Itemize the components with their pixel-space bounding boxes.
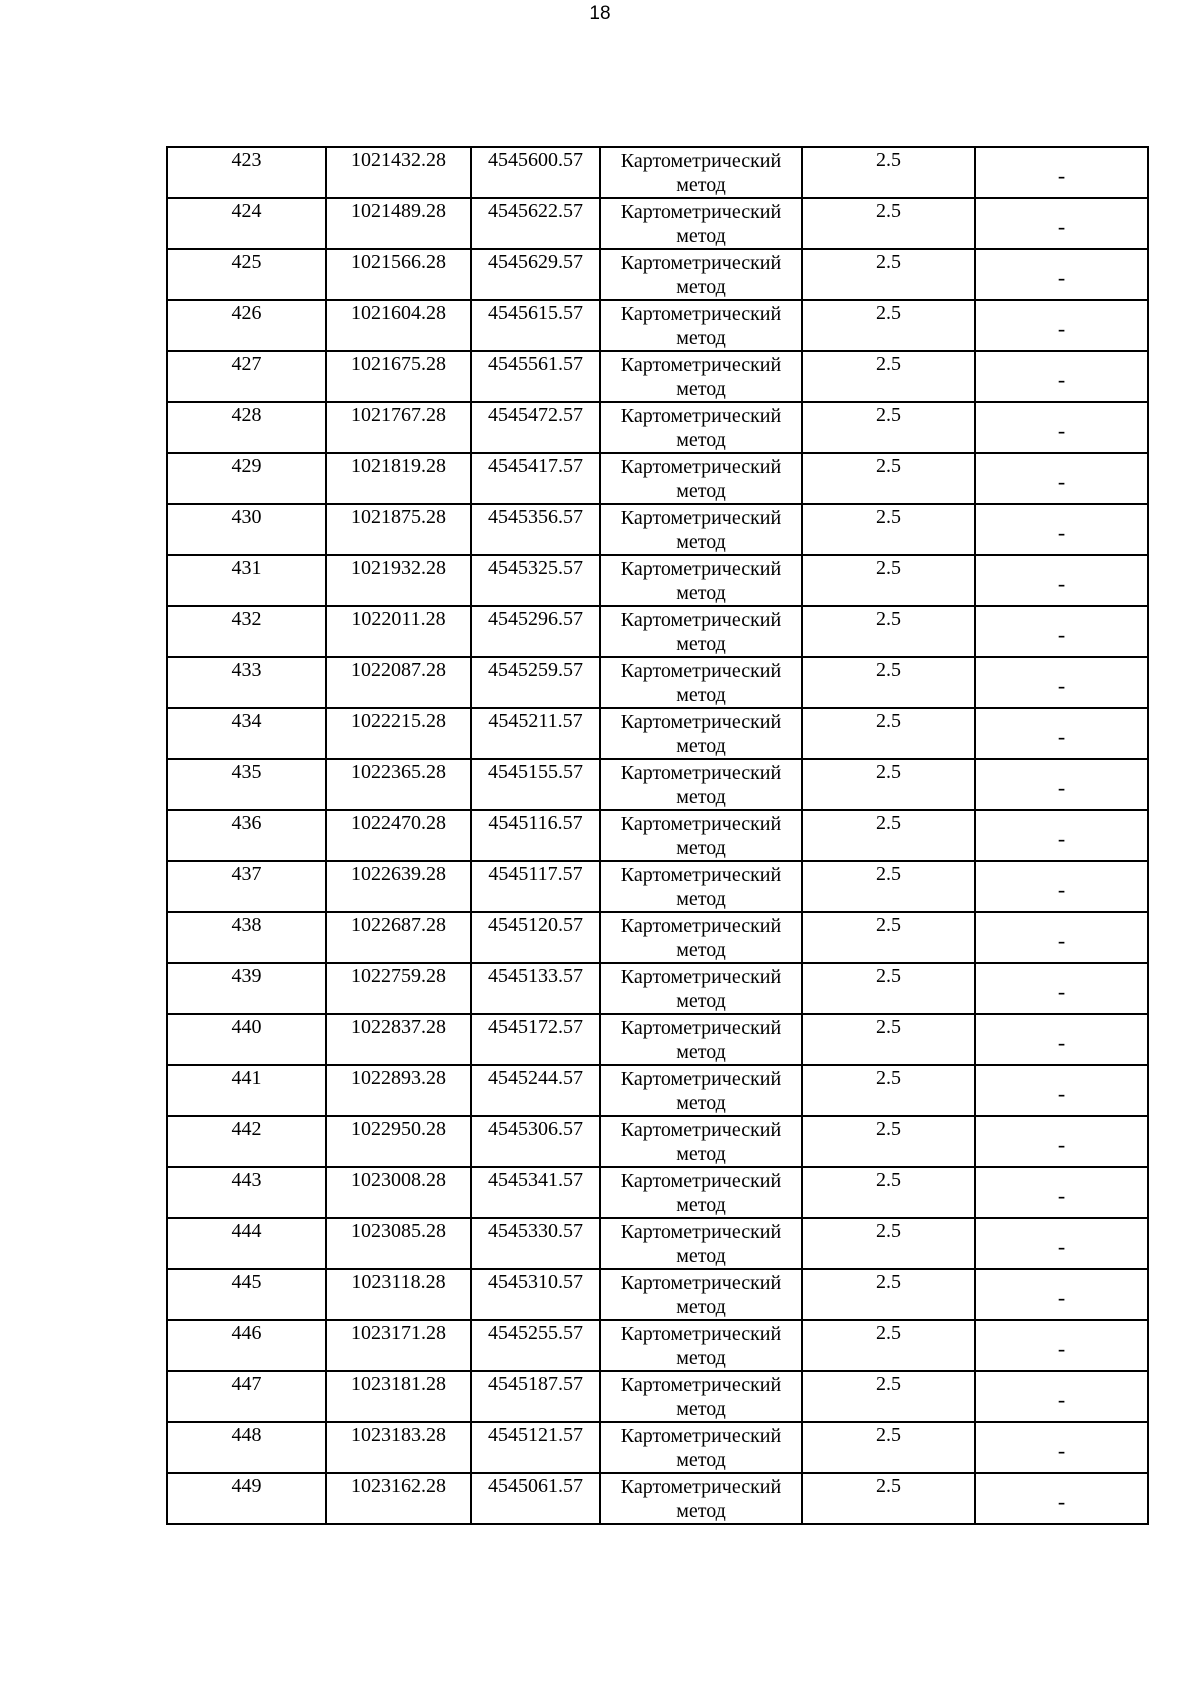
point-number-cell: 430	[167, 504, 326, 555]
table-row	[167, 708, 1148, 759]
method-cell	[600, 912, 802, 963]
method-line-2: метод	[676, 633, 726, 655]
method-cell	[600, 402, 802, 453]
note-cell: -	[975, 708, 1148, 759]
accuracy-cell: 2.5	[802, 402, 975, 453]
x-coordinate-cell: 1022687.28	[326, 912, 471, 963]
accuracy-cell: 2.5	[802, 657, 975, 708]
method-line-1: Картометрический	[620, 1476, 782, 1498]
table-row	[167, 249, 1148, 300]
note-cell: -	[975, 1473, 1148, 1524]
y-coordinate-cell: 4545356.57	[471, 504, 600, 555]
accuracy-cell: 2.5	[802, 249, 975, 300]
point-number-cell: 427	[167, 351, 326, 402]
method-line-2: метод	[676, 1347, 726, 1369]
method-line-1: Картометрический	[620, 150, 782, 172]
y-coordinate-cell: 4545600.57	[471, 147, 600, 198]
note-cell: -	[975, 300, 1148, 351]
method-line-1: Картометрический	[620, 711, 782, 733]
note-cell: -	[975, 402, 1148, 453]
y-coordinate-cell: 4545155.57	[471, 759, 600, 810]
y-coordinate-cell: 4545172.57	[471, 1014, 600, 1065]
point-number-cell: 444	[167, 1218, 326, 1269]
table-row	[167, 147, 1148, 198]
method-cell	[600, 1218, 802, 1269]
accuracy-cell: 2.5	[802, 963, 975, 1014]
method-cell	[600, 1422, 802, 1473]
method-line-1: Картометрический	[620, 252, 782, 274]
method-line-2: метод	[676, 582, 726, 604]
accuracy-cell: 2.5	[802, 351, 975, 402]
y-coordinate-cell: 4545615.57	[471, 300, 600, 351]
table-row	[167, 453, 1148, 504]
method-cell	[600, 1473, 802, 1524]
method-line-2: метод	[676, 1296, 726, 1318]
point-number-cell: 428	[167, 402, 326, 453]
y-coordinate-cell: 4545244.57	[471, 1065, 600, 1116]
coordinates-table	[166, 146, 1149, 1525]
point-number-cell: 432	[167, 606, 326, 657]
note-cell: -	[975, 1320, 1148, 1371]
x-coordinate-cell: 1022950.28	[326, 1116, 471, 1167]
method-line-2: метод	[676, 429, 726, 451]
method-line-2: метод	[676, 225, 726, 247]
note-cell: -	[975, 810, 1148, 861]
method-cell	[600, 606, 802, 657]
accuracy-cell: 2.5	[802, 453, 975, 504]
x-coordinate-cell: 1023085.28	[326, 1218, 471, 1269]
method-cell	[600, 1320, 802, 1371]
method-line-2: метод	[676, 735, 726, 757]
method-line-2: метод	[676, 837, 726, 859]
table-row	[167, 1473, 1148, 1524]
x-coordinate-cell: 1021767.28	[326, 402, 471, 453]
point-number-cell: 431	[167, 555, 326, 606]
method-line-2: метод	[676, 990, 726, 1012]
method-cell	[600, 1065, 802, 1116]
accuracy-cell: 2.5	[802, 1218, 975, 1269]
point-number-cell: 425	[167, 249, 326, 300]
y-coordinate-cell: 4545116.57	[471, 810, 600, 861]
x-coordinate-cell: 1022087.28	[326, 657, 471, 708]
method-line-1: Картометрический	[620, 1272, 782, 1294]
method-line-2: метод	[676, 327, 726, 349]
note-cell: -	[975, 1269, 1148, 1320]
y-coordinate-cell: 4545187.57	[471, 1371, 600, 1422]
method-line-1: Картометрический	[620, 1017, 782, 1039]
method-line-1: Картометрический	[620, 507, 782, 529]
x-coordinate-cell: 1022837.28	[326, 1014, 471, 1065]
method-line-2: метод	[676, 1143, 726, 1165]
method-line-2: метод	[676, 1398, 726, 1420]
x-coordinate-cell: 1021489.28	[326, 198, 471, 249]
note-cell: -	[975, 453, 1148, 504]
point-number-cell: 429	[167, 453, 326, 504]
note-cell: -	[975, 1065, 1148, 1116]
y-coordinate-cell: 4545133.57	[471, 963, 600, 1014]
method-cell	[600, 708, 802, 759]
accuracy-cell: 2.5	[802, 810, 975, 861]
page-number: 18	[589, 3, 611, 24]
method-line-1: Картометрический	[620, 303, 782, 325]
method-cell	[600, 555, 802, 606]
method-line-1: Картометрический	[620, 864, 782, 886]
x-coordinate-cell: 1021932.28	[326, 555, 471, 606]
method-line-2: метод	[676, 1041, 726, 1063]
method-line-1: Картометрический	[620, 1374, 782, 1396]
method-cell	[600, 1167, 802, 1218]
note-cell: -	[975, 1116, 1148, 1167]
method-cell	[600, 504, 802, 555]
point-number-cell: 443	[167, 1167, 326, 1218]
accuracy-cell: 2.5	[802, 555, 975, 606]
accuracy-cell: 2.5	[802, 708, 975, 759]
note-cell: -	[975, 249, 1148, 300]
x-coordinate-cell: 1022893.28	[326, 1065, 471, 1116]
method-line-1: Картометрический	[620, 915, 782, 937]
table-row	[167, 1269, 1148, 1320]
method-cell	[600, 657, 802, 708]
method-line-1: Картометрический	[620, 558, 782, 580]
note-cell: -	[975, 963, 1148, 1014]
method-cell	[600, 300, 802, 351]
accuracy-cell: 2.5	[802, 1269, 975, 1320]
method-line-1: Картометрический	[620, 354, 782, 376]
method-line-1: Картометрический	[620, 1323, 782, 1345]
point-number-cell: 439	[167, 963, 326, 1014]
note-cell: -	[975, 759, 1148, 810]
y-coordinate-cell: 4545622.57	[471, 198, 600, 249]
x-coordinate-cell: 1021675.28	[326, 351, 471, 402]
x-coordinate-cell: 1021432.28	[326, 147, 471, 198]
method-cell	[600, 453, 802, 504]
x-coordinate-cell: 1022470.28	[326, 810, 471, 861]
method-line-1: Картометрический	[620, 609, 782, 631]
x-coordinate-cell: 1022759.28	[326, 963, 471, 1014]
accuracy-cell: 2.5	[802, 861, 975, 912]
accuracy-cell: 2.5	[802, 504, 975, 555]
coordinates-table-body	[167, 147, 1148, 1524]
x-coordinate-cell: 1021566.28	[326, 249, 471, 300]
note-cell: -	[975, 555, 1148, 606]
point-number-cell: 445	[167, 1269, 326, 1320]
point-number-cell: 448	[167, 1422, 326, 1473]
method-line-1: Картометрический	[620, 1425, 782, 1447]
table-row	[167, 1371, 1148, 1422]
table-row	[167, 963, 1148, 1014]
note-cell: -	[975, 606, 1148, 657]
method-line-1: Картометрический	[620, 660, 782, 682]
method-cell	[600, 861, 802, 912]
x-coordinate-cell: 1023181.28	[326, 1371, 471, 1422]
note-cell: -	[975, 1167, 1148, 1218]
table-row	[167, 657, 1148, 708]
table-row	[167, 198, 1148, 249]
y-coordinate-cell: 4545120.57	[471, 912, 600, 963]
y-coordinate-cell: 4545310.57	[471, 1269, 600, 1320]
table-row	[167, 810, 1148, 861]
method-cell	[600, 147, 802, 198]
accuracy-cell: 2.5	[802, 606, 975, 657]
x-coordinate-cell: 1022639.28	[326, 861, 471, 912]
x-coordinate-cell: 1021819.28	[326, 453, 471, 504]
method-cell	[600, 759, 802, 810]
method-cell	[600, 351, 802, 402]
table-row	[167, 1320, 1148, 1371]
method-line-1: Картометрический	[620, 1068, 782, 1090]
accuracy-cell: 2.5	[802, 912, 975, 963]
point-number-cell: 447	[167, 1371, 326, 1422]
point-number-cell: 426	[167, 300, 326, 351]
x-coordinate-cell: 1023171.28	[326, 1320, 471, 1371]
point-number-cell: 436	[167, 810, 326, 861]
point-number-cell: 442	[167, 1116, 326, 1167]
table-row	[167, 1167, 1148, 1218]
accuracy-cell: 2.5	[802, 1473, 975, 1524]
table-row	[167, 351, 1148, 402]
point-number-cell: 449	[167, 1473, 326, 1524]
y-coordinate-cell: 4545306.57	[471, 1116, 600, 1167]
method-line-2: метод	[676, 1245, 726, 1267]
accuracy-cell: 2.5	[802, 300, 975, 351]
note-cell: -	[975, 504, 1148, 555]
method-line-2: метод	[676, 786, 726, 808]
y-coordinate-cell: 4545296.57	[471, 606, 600, 657]
accuracy-cell: 2.5	[802, 759, 975, 810]
table-row	[167, 1065, 1148, 1116]
x-coordinate-cell: 1021875.28	[326, 504, 471, 555]
note-cell: -	[975, 1014, 1148, 1065]
table-row	[167, 1014, 1148, 1065]
method-line-1: Картометрический	[620, 762, 782, 784]
point-number-cell: 437	[167, 861, 326, 912]
method-line-1: Картометрический	[620, 813, 782, 835]
accuracy-cell: 2.5	[802, 1065, 975, 1116]
note-cell: -	[975, 861, 1148, 912]
method-line-2: метод	[676, 888, 726, 910]
table-row	[167, 606, 1148, 657]
note-cell: -	[975, 912, 1148, 963]
accuracy-cell: 2.5	[802, 1167, 975, 1218]
point-number-cell: 423	[167, 147, 326, 198]
y-coordinate-cell: 4545325.57	[471, 555, 600, 606]
accuracy-cell: 2.5	[802, 198, 975, 249]
method-cell	[600, 963, 802, 1014]
point-number-cell: 440	[167, 1014, 326, 1065]
note-cell: -	[975, 147, 1148, 198]
method-line-2: метод	[676, 1449, 726, 1471]
note-cell: -	[975, 1218, 1148, 1269]
method-line-2: метод	[676, 276, 726, 298]
y-coordinate-cell: 4545061.57	[471, 1473, 600, 1524]
y-coordinate-cell: 4545330.57	[471, 1218, 600, 1269]
point-number-cell: 435	[167, 759, 326, 810]
x-coordinate-cell: 1022365.28	[326, 759, 471, 810]
method-cell	[600, 1014, 802, 1065]
method-line-2: метод	[676, 1500, 726, 1522]
method-line-2: метод	[676, 1092, 726, 1114]
table-row	[167, 759, 1148, 810]
method-line-1: Картометрический	[620, 405, 782, 427]
accuracy-cell: 2.5	[802, 147, 975, 198]
point-number-cell: 446	[167, 1320, 326, 1371]
method-line-1: Картометрический	[620, 1119, 782, 1141]
y-coordinate-cell: 4545255.57	[471, 1320, 600, 1371]
point-number-cell: 441	[167, 1065, 326, 1116]
table-row	[167, 402, 1148, 453]
method-cell	[600, 1116, 802, 1167]
x-coordinate-cell: 1022011.28	[326, 606, 471, 657]
table-row	[167, 1116, 1148, 1167]
y-coordinate-cell: 4545341.57	[471, 1167, 600, 1218]
point-number-cell: 434	[167, 708, 326, 759]
table-row	[167, 504, 1148, 555]
method-line-1: Картометрический	[620, 1170, 782, 1192]
accuracy-cell: 2.5	[802, 1371, 975, 1422]
point-number-cell: 438	[167, 912, 326, 963]
accuracy-cell: 2.5	[802, 1320, 975, 1371]
method-line-1: Картометрический	[620, 966, 782, 988]
accuracy-cell: 2.5	[802, 1116, 975, 1167]
table-row	[167, 912, 1148, 963]
method-cell	[600, 1269, 802, 1320]
method-cell	[600, 198, 802, 249]
x-coordinate-cell: 1022215.28	[326, 708, 471, 759]
method-line-1: Картометрический	[620, 456, 782, 478]
y-coordinate-cell: 4545259.57	[471, 657, 600, 708]
table-row	[167, 861, 1148, 912]
y-coordinate-cell: 4545629.57	[471, 249, 600, 300]
y-coordinate-cell: 4545561.57	[471, 351, 600, 402]
method-line-2: метод	[676, 939, 726, 961]
method-cell	[600, 249, 802, 300]
note-cell: -	[975, 198, 1148, 249]
y-coordinate-cell: 4545121.57	[471, 1422, 600, 1473]
x-coordinate-cell: 1023162.28	[326, 1473, 471, 1524]
y-coordinate-cell: 4545472.57	[471, 402, 600, 453]
method-line-2: метод	[676, 174, 726, 196]
table-row	[167, 555, 1148, 606]
point-number-cell: 433	[167, 657, 326, 708]
note-cell: -	[975, 657, 1148, 708]
method-cell	[600, 810, 802, 861]
method-cell	[600, 1371, 802, 1422]
x-coordinate-cell: 1021604.28	[326, 300, 471, 351]
table-row	[167, 300, 1148, 351]
y-coordinate-cell: 4545417.57	[471, 453, 600, 504]
note-cell: -	[975, 1371, 1148, 1422]
accuracy-cell: 2.5	[802, 1014, 975, 1065]
table-row	[167, 1218, 1148, 1269]
point-number-cell: 424	[167, 198, 326, 249]
x-coordinate-cell: 1023118.28	[326, 1269, 471, 1320]
method-line-2: метод	[676, 1194, 726, 1216]
x-coordinate-cell: 1023008.28	[326, 1167, 471, 1218]
note-cell: -	[975, 351, 1148, 402]
y-coordinate-cell: 4545117.57	[471, 861, 600, 912]
method-line-1: Картометрический	[620, 1221, 782, 1243]
method-line-1: Картометрический	[620, 201, 782, 223]
method-line-2: метод	[676, 684, 726, 706]
y-coordinate-cell: 4545211.57	[471, 708, 600, 759]
method-line-2: метод	[676, 480, 726, 502]
method-line-2: метод	[676, 531, 726, 553]
note-cell: -	[975, 1422, 1148, 1473]
x-coordinate-cell: 1023183.28	[326, 1422, 471, 1473]
table-row	[167, 1422, 1148, 1473]
accuracy-cell: 2.5	[802, 1422, 975, 1473]
method-line-2: метод	[676, 378, 726, 400]
